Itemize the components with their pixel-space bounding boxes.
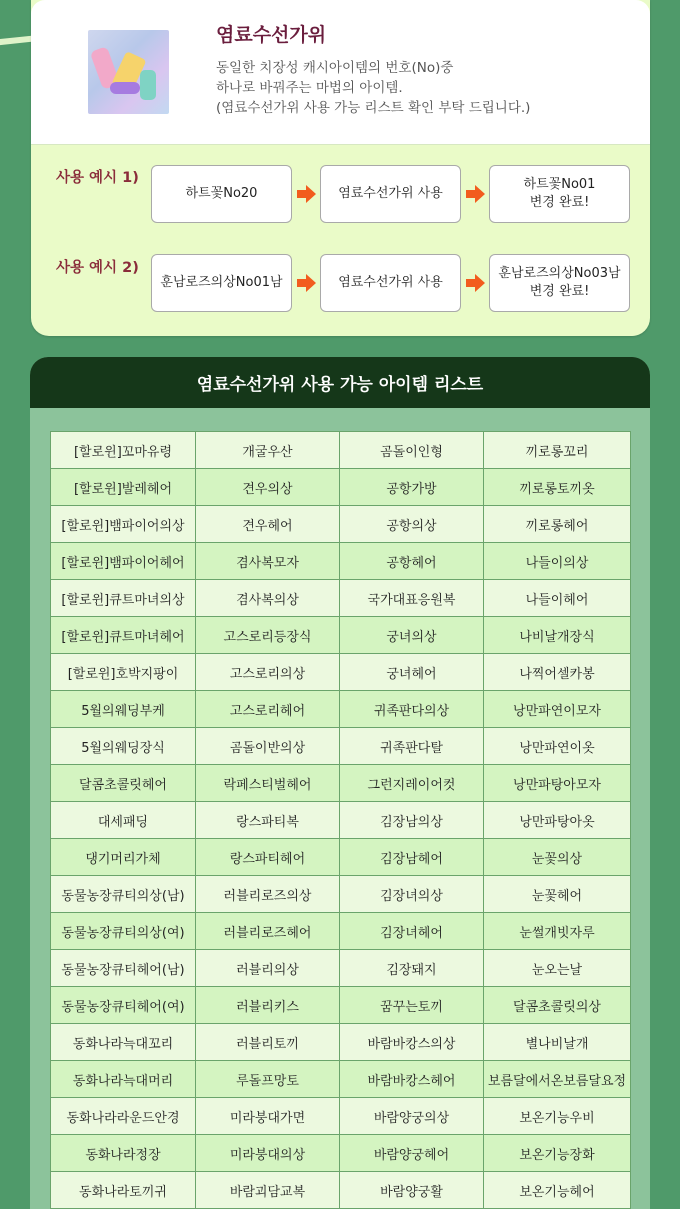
table-row xyxy=(51,617,631,654)
table-cell: 보온기능우비 xyxy=(484,1098,631,1135)
table-cell: 바람바캉스헤어 xyxy=(340,1061,484,1098)
table-row xyxy=(51,1024,631,1061)
table-row xyxy=(51,1098,631,1135)
table-cell: 5월의웨딩장식 xyxy=(51,728,196,765)
table-row xyxy=(51,765,631,802)
table-cell: 곰돌이반의상 xyxy=(196,728,340,765)
example-label: 사용 예시 1) xyxy=(56,170,139,186)
table-cell: 바람양궁활 xyxy=(340,1172,484,1209)
item-description xyxy=(216,58,616,118)
table-cell: 국가대표응원복 xyxy=(340,580,484,617)
item-list-panel xyxy=(30,357,650,1209)
table-cell: 동물농장큐티의상(남) xyxy=(51,876,196,913)
table-cell: 미라붕대가면 xyxy=(196,1098,340,1135)
result-line: 변경 완료! xyxy=(529,284,590,299)
table-cell: 동화나라늑대머리 xyxy=(51,1061,196,1098)
example-step-use: 염료수선가위 사용 xyxy=(320,254,461,312)
table-row xyxy=(51,950,631,987)
table-cell: 눈꽃헤어 xyxy=(484,876,631,913)
table-cell: 별나비날개 xyxy=(484,1024,631,1061)
table-cell: 공항헤어 xyxy=(340,543,484,580)
table-row xyxy=(51,1135,631,1172)
table-cell: 대세패딩 xyxy=(51,802,196,839)
table-cell: 나비날개장식 xyxy=(484,617,631,654)
table-cell: 동물농장큐티의상(여) xyxy=(51,913,196,950)
right-arrow-icon xyxy=(464,272,486,294)
right-arrow-icon xyxy=(295,272,317,294)
table-cell: 동화나라라운드안경 xyxy=(51,1098,196,1135)
table-cell: 동물농장큐티헤어(여) xyxy=(51,987,196,1024)
table-cell: [할로윈]큐트마녀의상 xyxy=(51,580,196,617)
table-cell: 보온기능헤어 xyxy=(484,1172,631,1209)
table-cell: 5월의웨딩부케 xyxy=(51,691,196,728)
table-cell: 공항가방 xyxy=(340,469,484,506)
item-list-table xyxy=(50,431,631,1209)
table-cell: 낭만파연이옷 xyxy=(484,728,631,765)
table-cell: 견우헤어 xyxy=(196,506,340,543)
table-cell: 댕기머리가체 xyxy=(51,839,196,876)
table-row xyxy=(51,728,631,765)
table-cell: 러블리로즈헤어 xyxy=(196,913,340,950)
result-line: 변경 완료! xyxy=(529,195,590,210)
table-cell: [할로윈]뱀파이어헤어 xyxy=(51,543,196,580)
table-cell: 눈썰개빗자루 xyxy=(484,913,631,950)
table-row xyxy=(51,691,631,728)
table-cell: 동화나라토끼귀 xyxy=(51,1172,196,1209)
table-cell: 김장남의상 xyxy=(340,802,484,839)
table-row xyxy=(51,913,631,950)
item-desc-line: (염료수선가위 사용 가능 리스트 확인 부탁 드립니다.) xyxy=(216,100,531,116)
table-cell: 고스로리등장식 xyxy=(196,617,340,654)
table-cell: 나찍어셀카봉 xyxy=(484,654,631,691)
table-row xyxy=(51,432,631,469)
table-cell: 낭만파탕아모자 xyxy=(484,765,631,802)
table-cell: 귀족판다의상 xyxy=(340,691,484,728)
table-cell: 러블리키스 xyxy=(196,987,340,1024)
table-cell: 낭만파연이모자 xyxy=(484,691,631,728)
table-cell: 바람바캉스의상 xyxy=(340,1024,484,1061)
table-cell: 동화나라정장 xyxy=(51,1135,196,1172)
table-cell: 끼로롱헤어 xyxy=(484,506,631,543)
table-cell: 공항의상 xyxy=(340,506,484,543)
table-cell: 나들이의상 xyxy=(484,543,631,580)
item-info-card xyxy=(31,0,650,336)
table-row xyxy=(51,802,631,839)
list-title: 염료수선가위 사용 가능 아이템 리스트 xyxy=(30,357,650,408)
dye-scissors-item-image xyxy=(88,30,169,114)
table-cell: 바람괴담교복 xyxy=(196,1172,340,1209)
result-line: 훈남로즈의상No03남 xyxy=(498,266,621,281)
example-step-before: 하트꽃No20 xyxy=(151,165,292,223)
table-cell: 김장녀의상 xyxy=(340,876,484,913)
item-desc-line: 하나로 바꿔주는 마법의 아이템. xyxy=(216,80,403,96)
table-cell: 눈오는날 xyxy=(484,950,631,987)
table-cell: 미라붕대의상 xyxy=(196,1135,340,1172)
table-cell: 궁녀의상 xyxy=(340,617,484,654)
item-desc-line: 동일한 치장성 캐시아이템의 번호(No)중 xyxy=(216,60,454,76)
table-cell: 바람양궁의상 xyxy=(340,1098,484,1135)
example-label: 사용 예시 2) xyxy=(56,260,139,276)
table-cell: 견우의상 xyxy=(196,469,340,506)
table-cell: 끼로롱토끼옷 xyxy=(484,469,631,506)
table-cell: 김장남헤어 xyxy=(340,839,484,876)
table-cell: 락페스티벌헤어 xyxy=(196,765,340,802)
table-cell: 김장녀헤어 xyxy=(340,913,484,950)
table-cell: 랑스파티헤어 xyxy=(196,839,340,876)
table-cell: 궁녀헤어 xyxy=(340,654,484,691)
table-row xyxy=(51,987,631,1024)
table-cell: 고스로리의상 xyxy=(196,654,340,691)
table-cell: 낭만파탕아옷 xyxy=(484,802,631,839)
table-row xyxy=(51,543,631,580)
example-step-result xyxy=(489,254,630,312)
table-cell: 겸사복의상 xyxy=(196,580,340,617)
table-cell: 끼로롱꼬리 xyxy=(484,432,631,469)
table-cell: 보온기능장화 xyxy=(484,1135,631,1172)
table-cell: 개굴우산 xyxy=(196,432,340,469)
table-cell: [할로윈]호박지팡이 xyxy=(51,654,196,691)
table-cell: 귀족판다탈 xyxy=(340,728,484,765)
table-cell: 러블리로즈의상 xyxy=(196,876,340,913)
table-row xyxy=(51,839,631,876)
table-cell: 러블리토끼 xyxy=(196,1024,340,1061)
table-cell: 눈꽃의상 xyxy=(484,839,631,876)
table-row xyxy=(51,506,631,543)
table-cell: 그런지레이어컷 xyxy=(340,765,484,802)
example-step-use: 염료수선가위 사용 xyxy=(320,165,461,223)
table-row xyxy=(51,469,631,506)
table-row xyxy=(51,876,631,913)
table-cell: 꿈꾸는토끼 xyxy=(340,987,484,1024)
table-cell: 동화나라늑대꼬리 xyxy=(51,1024,196,1061)
table-cell: 랑스파티복 xyxy=(196,802,340,839)
right-arrow-icon xyxy=(295,183,317,205)
table-cell: 김장돼지 xyxy=(340,950,484,987)
result-line: 하트꽃No01 xyxy=(523,177,596,192)
table-cell: 겸사복모자 xyxy=(196,543,340,580)
table-cell: [할로윈]꼬마유령 xyxy=(51,432,196,469)
table-cell: 바람양궁헤어 xyxy=(340,1135,484,1172)
table-cell: 러블리의상 xyxy=(196,950,340,987)
example-step-before: 훈남로즈의상No01남 xyxy=(151,254,292,312)
table-cell: 보름달에서온보름달요정 xyxy=(484,1061,631,1098)
table-cell: 나들이헤어 xyxy=(484,580,631,617)
table-cell: 고스로리헤어 xyxy=(196,691,340,728)
table-cell: 곰돌이인형 xyxy=(340,432,484,469)
table-cell: 달콤초콜릿헤어 xyxy=(51,765,196,802)
table-row xyxy=(51,1172,631,1209)
table-row xyxy=(51,1061,631,1098)
table-cell: [할로윈]뱀파이어의상 xyxy=(51,506,196,543)
table-cell: 루돌프망토 xyxy=(196,1061,340,1098)
example-step-result xyxy=(489,165,630,223)
item-header xyxy=(31,0,650,145)
table-row xyxy=(51,654,631,691)
table-cell: 동물농장큐티헤어(남) xyxy=(51,950,196,987)
item-title: 염료수선가위 xyxy=(216,24,327,46)
table-row xyxy=(51,580,631,617)
table-cell: [할로윈]큐트마녀헤어 xyxy=(51,617,196,654)
table-cell: [할로윈]발레헤어 xyxy=(51,469,196,506)
right-arrow-icon xyxy=(464,183,486,205)
table-cell: 달콤초콜릿의상 xyxy=(484,987,631,1024)
